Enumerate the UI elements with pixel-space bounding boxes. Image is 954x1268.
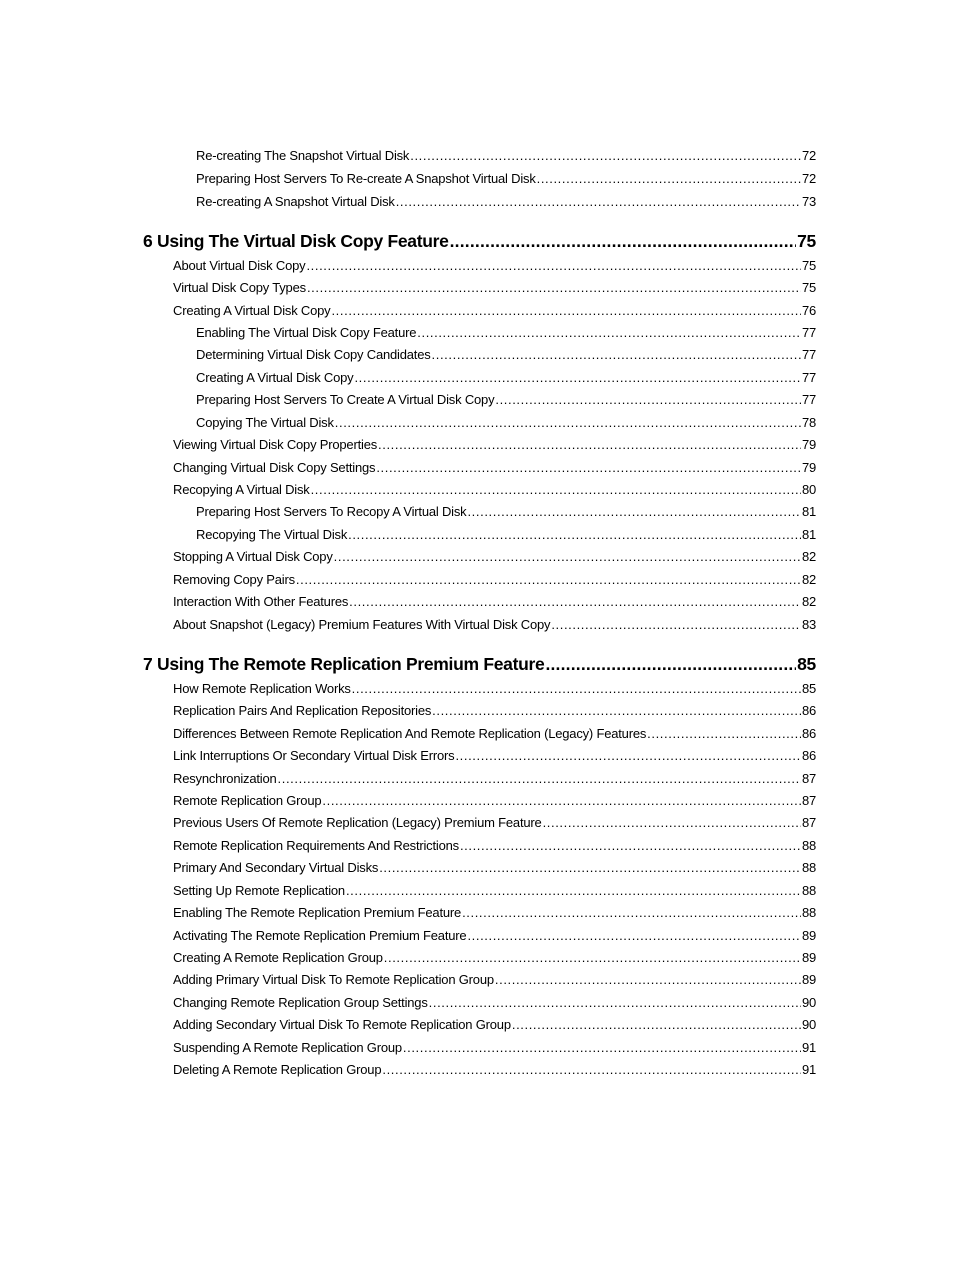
toc-chapter-entry[interactable] bbox=[143, 654, 816, 674]
toc-entry-title: Adding Primary Virtual Disk To Remote Replication Group bbox=[173, 972, 494, 987]
toc-entry[interactable] bbox=[196, 392, 816, 408]
toc-page-number: 91 bbox=[801, 1062, 816, 1077]
toc-entry-title: Resynchronization bbox=[173, 771, 277, 786]
toc-page-number: 90 bbox=[801, 1017, 816, 1032]
toc-entry-title: Link Interruptions Or Secondary Virtual Disk Errors bbox=[173, 748, 455, 763]
toc-entry[interactable] bbox=[173, 793, 816, 809]
toc-page-number: 87 bbox=[801, 771, 816, 786]
dot-leader bbox=[278, 771, 801, 786]
toc-page-number: 82 bbox=[801, 594, 816, 609]
toc-entry-title: Changing Virtual Disk Copy Settings bbox=[173, 460, 376, 475]
toc-entry-title: Deleting A Remote Replication Group bbox=[173, 1062, 382, 1077]
toc-page-number: 79 bbox=[801, 460, 816, 475]
toc-page-number: 87 bbox=[801, 815, 816, 830]
toc-entry-title: About Snapshot (Legacy) Premium Features With Virtual Disk Copy bbox=[173, 617, 551, 632]
dot-leader bbox=[543, 815, 801, 830]
toc-entry-title: Interaction With Other Features bbox=[173, 594, 349, 609]
toc-page-number: 86 bbox=[801, 748, 816, 763]
dot-leader bbox=[450, 231, 797, 251]
dot-leader bbox=[322, 793, 801, 808]
dot-leader bbox=[396, 194, 801, 209]
toc-entry-title: Recopying The Virtual Disk bbox=[196, 527, 348, 542]
dot-leader bbox=[349, 594, 801, 609]
toc-entry[interactable] bbox=[173, 617, 816, 633]
toc-entry[interactable] bbox=[173, 995, 816, 1011]
toc-entry-title: Remote Replication Requirements And Restrictions bbox=[173, 838, 459, 853]
toc-entry-title: Replication Pairs And Replication Repositories bbox=[173, 703, 432, 718]
toc-page-number: 89 bbox=[801, 972, 816, 987]
dot-leader bbox=[331, 303, 800, 318]
toc-entry-title: Setting Up Remote Replication bbox=[173, 883, 345, 898]
toc-entry-title: Differences Between Remote Replication And Remote Replication (Legacy) Features bbox=[173, 726, 647, 741]
toc-page-number: 87 bbox=[801, 793, 816, 808]
dot-leader bbox=[647, 726, 801, 741]
toc-entry-title: Stopping A Virtual Disk Copy bbox=[173, 549, 333, 564]
toc-page-number: 76 bbox=[801, 303, 816, 318]
toc-entry[interactable] bbox=[173, 681, 816, 697]
dot-leader bbox=[348, 527, 801, 542]
toc-entry[interactable] bbox=[196, 415, 816, 431]
toc-entry-title: Viewing Virtual Disk Copy Properties bbox=[173, 437, 378, 452]
toc-page-number: 85 bbox=[801, 681, 816, 696]
toc-entry[interactable] bbox=[196, 527, 816, 543]
dot-leader bbox=[512, 1017, 801, 1032]
toc-page-number: 73 bbox=[801, 194, 816, 209]
dot-leader bbox=[495, 392, 801, 407]
toc-entry-title: Re-creating The Snapshot Virtual Disk bbox=[196, 148, 410, 163]
toc-entry-title: Re-creating A Snapshot Virtual Disk bbox=[196, 194, 395, 209]
toc-entry[interactable] bbox=[173, 883, 816, 899]
toc-entry[interactable] bbox=[173, 815, 816, 831]
toc-entry[interactable] bbox=[173, 726, 816, 742]
toc-entry-title: Creating A Virtual Disk Copy bbox=[196, 370, 354, 385]
dot-leader bbox=[460, 838, 801, 853]
toc-entry-title: Suspending A Remote Replication Group bbox=[173, 1040, 402, 1055]
toc-entry-title: Activating The Remote Replication Premium Feature bbox=[173, 928, 467, 943]
dot-leader bbox=[382, 1062, 801, 1077]
dot-leader bbox=[379, 860, 801, 875]
toc-page-number: 88 bbox=[801, 883, 816, 898]
toc-entry-title: Virtual Disk Copy Types bbox=[173, 280, 306, 295]
toc-entry[interactable] bbox=[173, 594, 816, 610]
dot-leader bbox=[307, 280, 801, 295]
toc-entry[interactable] bbox=[173, 928, 816, 944]
dot-leader bbox=[296, 572, 801, 587]
toc-entry-title: 7 Using The Remote Replication Premium Feature bbox=[143, 654, 545, 674]
toc-entry[interactable] bbox=[196, 370, 816, 386]
toc-entry[interactable] bbox=[173, 280, 816, 296]
toc-page-number: 80 bbox=[801, 482, 816, 497]
toc-entry-title: Determining Virtual Disk Copy Candidates bbox=[196, 347, 431, 362]
toc-chapter-entry[interactable] bbox=[143, 231, 816, 251]
toc-page-number: 75 bbox=[797, 231, 816, 251]
toc-entry-title: Enabling The Remote Replication Premium Feature bbox=[173, 905, 462, 920]
toc-entry-title: Creating A Virtual Disk Copy bbox=[173, 303, 331, 318]
toc-entry[interactable] bbox=[173, 950, 816, 966]
dot-leader bbox=[335, 415, 801, 430]
toc-entry[interactable] bbox=[173, 703, 816, 719]
toc-entry-title: 6 Using The Virtual Disk Copy Feature bbox=[143, 231, 449, 251]
dot-leader bbox=[429, 995, 801, 1010]
toc-page-number: 75 bbox=[801, 258, 816, 273]
toc-entry[interactable] bbox=[196, 148, 816, 164]
toc-entry-title: Adding Secondary Virtual Disk To Remote Replication Group bbox=[173, 1017, 511, 1032]
dot-leader bbox=[537, 171, 801, 186]
toc-entry[interactable] bbox=[173, 258, 816, 274]
toc-page-number: 78 bbox=[801, 415, 816, 430]
dot-leader bbox=[551, 617, 801, 632]
toc-page-number: 85 bbox=[797, 654, 816, 674]
toc-entry[interactable] bbox=[173, 1040, 816, 1056]
dot-leader bbox=[334, 549, 801, 564]
toc-page-number: 89 bbox=[801, 950, 816, 965]
toc-entry-title: Removing Copy Pairs bbox=[173, 572, 295, 587]
toc-page-number: 88 bbox=[801, 838, 816, 853]
dot-leader bbox=[455, 748, 800, 763]
toc-entry[interactable] bbox=[173, 549, 816, 565]
toc-entry-title: Copying The Virtual Disk bbox=[196, 415, 334, 430]
toc-entry[interactable] bbox=[173, 748, 816, 764]
toc-entry[interactable] bbox=[173, 972, 816, 988]
dot-leader bbox=[384, 950, 801, 965]
toc-page-number: 77 bbox=[801, 370, 816, 385]
toc-entry[interactable] bbox=[173, 771, 816, 787]
toc-page-number: 88 bbox=[801, 905, 816, 920]
toc-entry[interactable] bbox=[173, 437, 816, 453]
dot-leader bbox=[403, 1040, 801, 1055]
toc-page-number: 81 bbox=[801, 504, 816, 519]
toc-entry[interactable] bbox=[196, 504, 816, 520]
toc-entry[interactable] bbox=[196, 347, 816, 363]
toc-page-number: 91 bbox=[801, 1040, 816, 1055]
dot-leader bbox=[346, 883, 801, 898]
toc-entry[interactable] bbox=[173, 482, 816, 498]
toc-entry-title: Primary And Secondary Virtual Disks bbox=[173, 860, 379, 875]
toc-entry[interactable] bbox=[173, 1062, 816, 1078]
toc-page-number: 86 bbox=[801, 726, 816, 741]
toc-entry-title: Preparing Host Servers To Create A Virtual Disk Copy bbox=[196, 392, 495, 407]
toc-entry[interactable] bbox=[173, 1017, 816, 1033]
toc-entry[interactable] bbox=[173, 860, 816, 876]
toc-page-number: 86 bbox=[801, 703, 816, 718]
toc-page-number: 82 bbox=[801, 549, 816, 564]
dot-leader bbox=[311, 482, 801, 497]
dot-leader bbox=[306, 258, 800, 273]
dot-leader bbox=[417, 325, 801, 340]
dot-leader bbox=[376, 460, 801, 475]
toc-entry-title: Previous Users Of Remote Replication (Legacy) Premium Feature bbox=[173, 815, 542, 830]
toc-entry[interactable] bbox=[173, 460, 816, 476]
toc-page-number: 79 bbox=[801, 437, 816, 452]
toc-entry-title: Creating A Remote Replication Group bbox=[173, 950, 383, 965]
dot-leader bbox=[495, 972, 801, 987]
toc-page-number: 82 bbox=[801, 572, 816, 587]
toc-entry-title: Preparing Host Servers To Recopy A Virtual Disk bbox=[196, 504, 467, 519]
toc-page-number: 75 bbox=[801, 280, 816, 295]
dot-leader bbox=[432, 703, 801, 718]
dot-leader bbox=[432, 347, 801, 362]
toc-entry[interactable] bbox=[173, 838, 816, 854]
dot-leader bbox=[378, 437, 801, 452]
toc-page-number: 77 bbox=[801, 325, 816, 340]
toc-page-number: 72 bbox=[801, 148, 816, 163]
toc-page-number: 88 bbox=[801, 860, 816, 875]
toc-entry[interactable] bbox=[196, 194, 816, 210]
dot-leader bbox=[462, 905, 801, 920]
toc-entry[interactable] bbox=[173, 905, 816, 921]
dot-leader bbox=[410, 148, 801, 163]
toc-entry-title: How Remote Replication Works bbox=[173, 681, 351, 696]
toc-entry[interactable] bbox=[173, 572, 816, 588]
toc-page-number: 77 bbox=[801, 392, 816, 407]
dot-leader bbox=[354, 370, 800, 385]
toc-entry[interactable] bbox=[196, 171, 816, 187]
toc-page-number: 90 bbox=[801, 995, 816, 1010]
toc-entry-title: Recopying A Virtual Disk bbox=[173, 482, 310, 497]
toc-page-number: 77 bbox=[801, 347, 816, 362]
toc-entry-title: Enabling The Virtual Disk Copy Feature bbox=[196, 325, 417, 340]
dot-leader bbox=[545, 654, 796, 674]
toc-page-number: 83 bbox=[801, 617, 816, 632]
toc-page-number: 89 bbox=[801, 928, 816, 943]
toc-entry[interactable] bbox=[173, 303, 816, 319]
toc-entry[interactable] bbox=[196, 325, 816, 341]
toc-page-number: 81 bbox=[801, 527, 816, 542]
dot-leader bbox=[467, 928, 801, 943]
toc-entry-title: About Virtual Disk Copy bbox=[173, 258, 306, 273]
toc-entry-title: Preparing Host Servers To Re-create A Snapshot Virtual Disk bbox=[196, 171, 536, 186]
dot-leader bbox=[467, 504, 800, 519]
dot-leader bbox=[352, 681, 801, 696]
toc-entry-title: Remote Replication Group bbox=[173, 793, 322, 808]
toc-page-number: 72 bbox=[801, 171, 816, 186]
toc-entry-title: Changing Remote Replication Group Settings bbox=[173, 995, 428, 1010]
